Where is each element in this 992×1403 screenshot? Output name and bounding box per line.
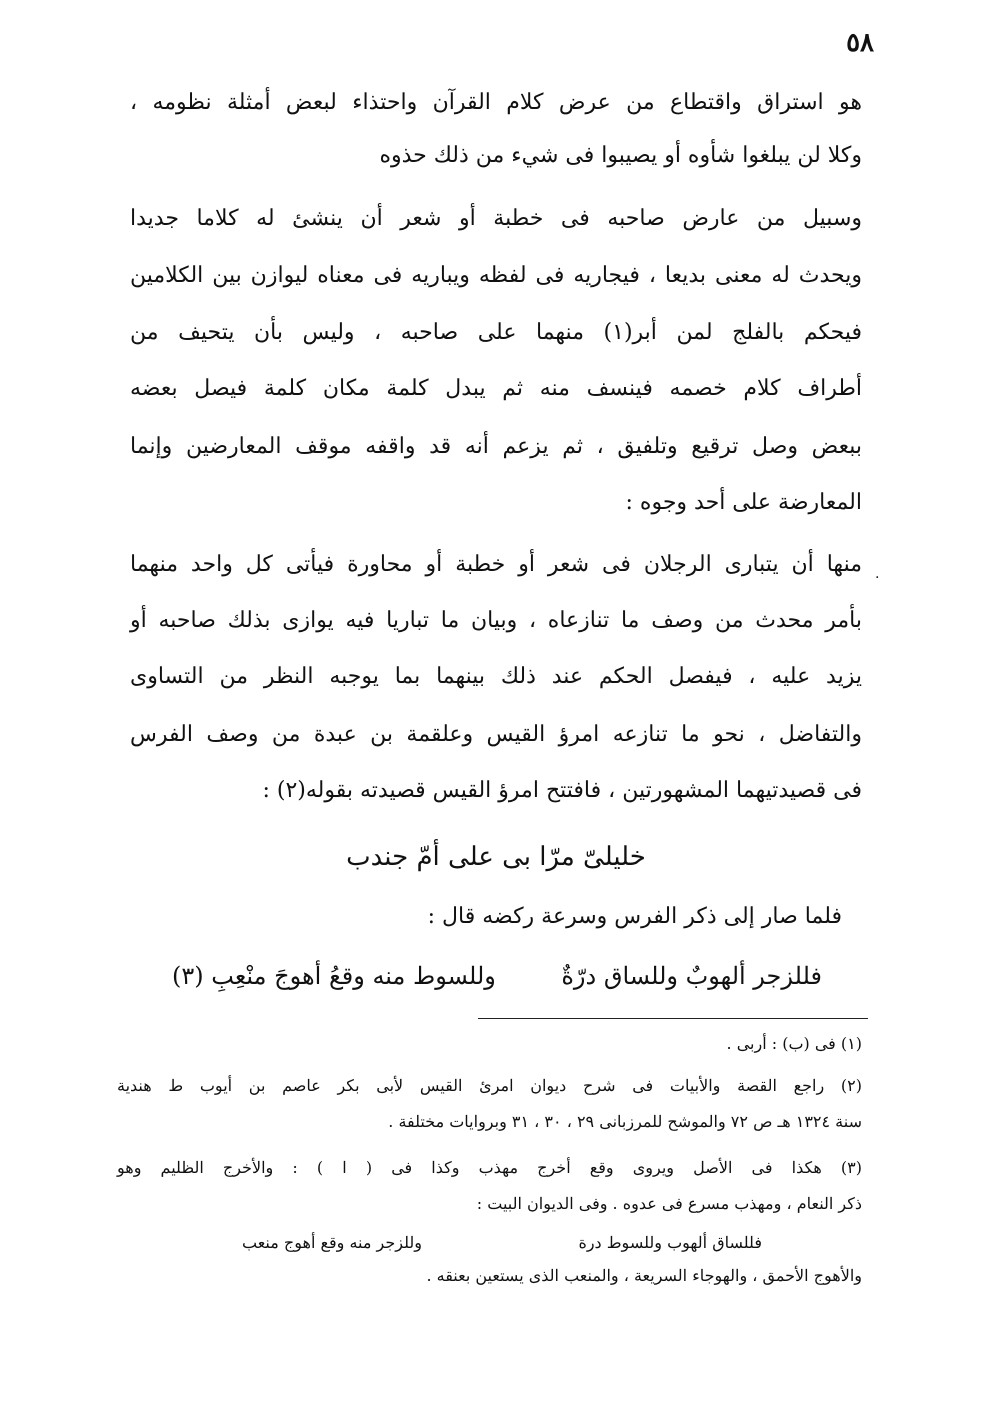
footnote-line: (٢) راجع القصة والأبيات فى شرح ديوان امرئ القيس لأبى بكر عاصم بن أيوب ط هندية <box>117 1076 862 1095</box>
margin-mark: . <box>875 566 880 582</box>
body-line: منها أن يتبارى الرجلان فى شعر أو خطبة أو محاورة فيأتى كل واحد منهما <box>130 552 862 577</box>
body-line: يزيد عليه ، فيفصل الحكم عند ذلك بينهما بما يوجبه النظر من التساوى <box>130 664 862 689</box>
body-line: ببعض وصل ترقيع وتلفيق ، ثم يزعم أنه قد واقفه موقف المعارضين وإنما <box>130 434 862 459</box>
body-line: والتفاضل ، نحو ما تنازعه امرؤ القيس وعلقمة بن عبدة من وصف الفرس <box>130 722 862 747</box>
body-line: فلما صار إلى ذكر الفرس وسرعة ركضه قال : <box>427 904 842 929</box>
body-line: وسبيل من عارض صاحبه فى خطبة أو شعر أن ينشئ له كلاما جديدا <box>130 206 862 231</box>
body-line: أطراف كلام خصمه فينسف منه ثم يبدل كلمة مكان كلمة فيصل بعضه <box>130 376 862 401</box>
verse-hemistich: فللزجر ألهوبٌ وللساق درّةٌ <box>561 962 822 990</box>
footnote-line: سنة ١٣٢٤ هـ ص ٧٢ والموشح للمرزبانى ٢٩ ، ٣٠ ، ٣١ وبروايات مختلفة . <box>388 1112 862 1131</box>
verse-line <box>172 962 822 990</box>
verse-hemistich: وللزجر منه وقع أهوج منعب <box>242 1233 422 1252</box>
footnote-verse <box>242 1233 762 1252</box>
body-line: فى قصيدتيهما المشهورتين ، فافتتح امرؤ القيس قصيدته بقوله(٢) : <box>262 778 862 803</box>
footnote-divider <box>478 1018 868 1019</box>
body-line: وكلا لن يبلغوا شأوه أو يصيبوا فى شيء من ذلك حذوه <box>379 143 862 168</box>
body-line: فيحكم بالفلج لمن أبر(١) منهما على صاحبه ، وليس بأن يتحيف من <box>130 320 862 345</box>
verse-hemistich: وللسوط منه وقعُ أهوجَ منْعِبِ (٣) <box>172 962 496 990</box>
verse-line: خليلىّ مرّا بى على أمّ جندب <box>346 842 646 872</box>
footnote-line: والأهوج الأحمق ، والهوجاء السريعة ، والمنعب الذى يستعين بعنقه . <box>426 1266 862 1285</box>
body-line: المعارضة على أحد وجوه : <box>625 490 862 515</box>
verse-hemistich: فللساق ألهوب وللسوط درة <box>578 1233 762 1252</box>
body-line: بأمر محدث من وصف ما تنازعاه ، وبيان ما تباريا فيه يوازى بذلك صاحبه أو <box>130 608 862 633</box>
body-line: ويحدث له معنى بديعا ، فيجاريه فى لفظه ويباريه فى معناه ليوازن بين الكلامين <box>130 263 862 288</box>
page-number: ٥٨ <box>846 28 874 58</box>
footnote-line: (٣) هكذا فى الأصل ويروى وقع أخرج مهذب وكذا فى ( ا ) : والأخرج الظليم وهو <box>117 1158 862 1177</box>
body-line: هو استراق واقتطاع من عرض كلام القرآن واحتذاء لبعض أمثلة نظومه ، <box>130 90 862 115</box>
footnote-line: (١) فى (ب) : أربى . <box>726 1034 862 1053</box>
footnote-line: ذكر النعام ، ومهذب مسرع فى عدوه . وفى الديوان البيت : <box>476 1194 862 1213</box>
